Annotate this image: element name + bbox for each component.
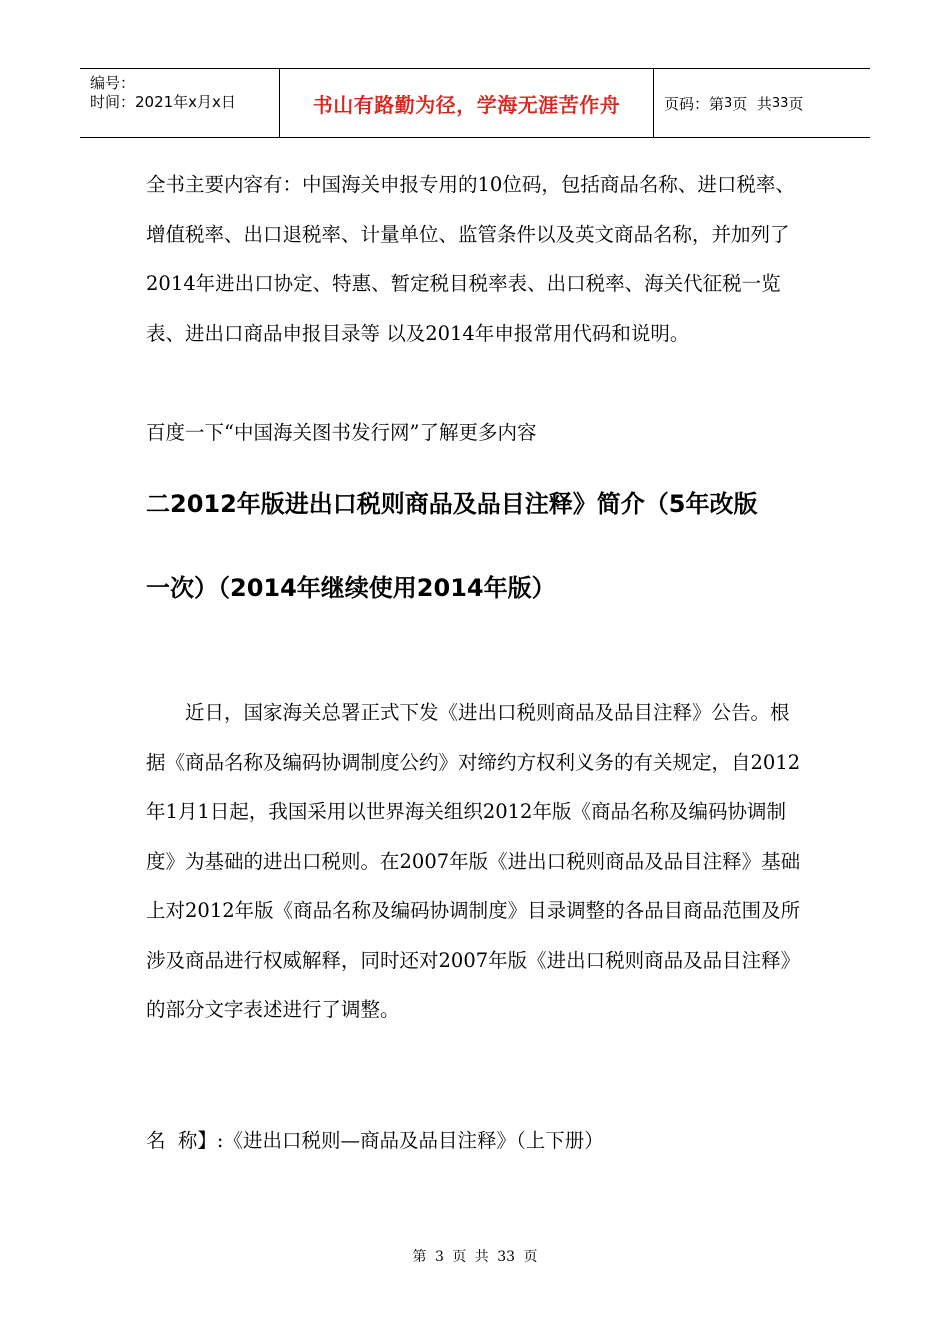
page-current: 3 [724,95,733,111]
section-heading-line2: 一次）（2014年继续使用2014年版） [146,574,556,602]
header-page-info [654,69,870,137]
page-mid: 页 共 [732,94,772,113]
intro-paragraph: 全书主要内容有：中国海关申报专用的10位码，包括商品名称、进口税率、增值税率、出口退税率、计量单位、监管条件以及英文商品名称，并加列了2014年进出口协定、特惠、暂定税目税率表、出口税率、海关代征税一览表、进出口商品申报目录等 以及2014年申报常用代码和说明。 [146,173,795,345]
book-name-line: 名 称】:《进出口税则—商品及品目注释》（上下册） [146,1129,604,1152]
page-header [80,68,870,138]
header-motto: 书山有路勤为径，学海无涯苦作舟 [280,69,654,137]
page-footer: 第 3 页 共 33 页 [412,1249,538,1265]
baidu-line: 百度一下“中国海关图书发行网”了解更多内容 [146,421,537,444]
section-heading-line1: 二2012年版进出口税则商品及品目注释》简介（5年改版 [146,490,758,518]
page-total: 33 [771,95,789,111]
page-prefix: 页码：第 [664,94,725,113]
announcement-paragraph: 近日，国家海关总署正式下发《进出口税则商品及品目注释》公告。根据《商品名称及编码协调制度公约》对缔约方权利义务的有关规定，自2012年1月1日起，我国采用以世界海关组织2012年版《商品名称及编码协调制度》为基础的进出口税则。在2007年版《进出口税则商品及品目注释》基础上对2012年版《商品名称及编码协调制度》目录调整的各品目商品范围及所涉及商品进行权威解释，同时还对2007年版《进出口税则商品及品目注释》的部分文字表述进行了调整。 [146,701,801,1021]
header-meta [80,69,280,137]
number-label: 编号： [90,74,136,92]
time-label: 时间：2021年x月x日 [90,93,236,111]
page-suffix: 页 [788,94,804,113]
